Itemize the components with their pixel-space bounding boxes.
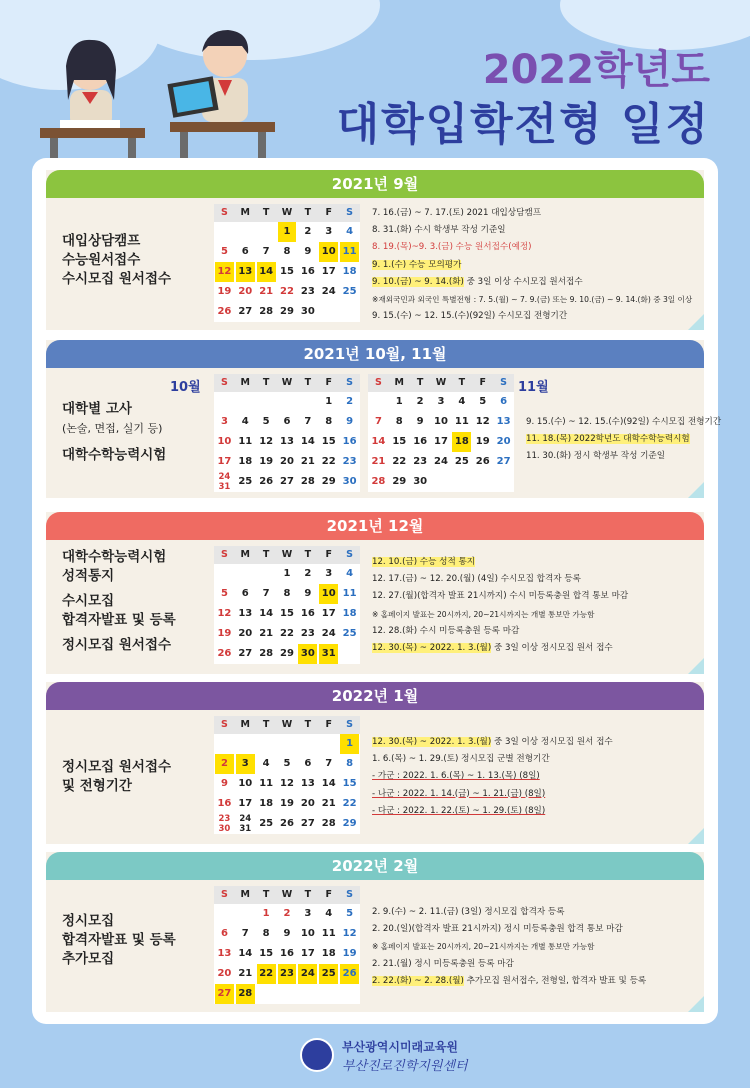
events-feb: 2. 9.(수) ~ 2. 11.(금) (3일) 정시모집 합격자 등록 2. 20.(일)(합격자 발표 21시까지) 정시 미등록충원 합격 통보 마감 ※ 홈페이지 발표는 20시까지, 20~21시까지는 개별 통보만 가능함 2. 21.(월) 정시 미등록충원 등록 마감 2. 22.(화) ~ 2. 28.(월) 추가모집 원서접수, 전형일, 합격자 발표 및 등록 bbox=[372, 907, 647, 986]
events-sep: 7. 16.(금) ~ 7. 17.(토) 2021 대입상담캠프 8. 31.(화) 수시 학생부 작성 기준일 8. 19.(목)~9. 3.(금) 수능 원서접수(예정) 9. 1.(수) 수능 모의평가 9. 10.(금) ~ 9. 14.(화) 중 3일 이상 수시모집 원서접수 ※재외국민과 외국인 특별전형 : 7. 5.(월) ~ 7. 9.(금) 또는 9. 10.(금) ~ 9. 14.(화) 중 3일 이상 9. 15.(수) ~ 12. 15.(수)(92일) 수시모집 전형기간 bbox=[372, 208, 693, 322]
section-dec bbox=[46, 512, 704, 674]
calendar-nov: S M T W T F S 1 2 3 4 5 6 7 8 9 10 11 12 13 14 15 16 17 18 19 20 21 22 23 24 25 26 27 28 29 30 bbox=[368, 374, 514, 492]
section-feb bbox=[46, 852, 704, 1012]
section-header: 2022년 2월 bbox=[46, 852, 704, 880]
calendar-feb: S M T W T F S 1 2 3 4 5 6 7 8 9 10 11 12 13 14 15 16 17 18 19 20 21 22 23 24 25 26 27 28 bbox=[214, 886, 360, 1004]
nov-tag: 11월 bbox=[518, 380, 549, 395]
header bbox=[0, 0, 750, 160]
section-labels: 대학수학능력시험 성적통지 수시모집 합격자발표 및 등록 정시모집 원서접수 bbox=[62, 549, 176, 653]
section-header: 2021년 9월 bbox=[46, 170, 704, 198]
corner-fold bbox=[688, 996, 704, 1012]
students-illustration bbox=[30, 10, 290, 160]
footer-subtitle: 부산진로진학지원센터 bbox=[342, 1059, 468, 1074]
section-header: 2022년 1월 bbox=[46, 682, 704, 710]
section-header: 2021년 10월, 11월 bbox=[46, 340, 704, 368]
calendar-jan: S M T W T F S 1 2 3 4 5 6 7 8 9 10 11 12 13 14 15 16 17 18 19 20 21 22 23 30 24 31 25 26 27 28 29 bbox=[214, 716, 360, 834]
corner-fold bbox=[688, 828, 704, 844]
title-main: 대학입학전형 일정 bbox=[336, 99, 710, 150]
section-labels: 정시모집 원서접수 및 전형기간 bbox=[62, 759, 172, 794]
footer bbox=[0, 1030, 750, 1088]
events-octnov: 9. 15.(수) ~ 12. 15.(수)(92일) 수시모집 전형기간 11. 18.(목) 2022학년도 대학수학능력시험 11. 30.(화) 정시 학생부 작성 기준일 bbox=[526, 417, 722, 462]
corner-fold bbox=[688, 658, 704, 674]
title-year: 2022학년도 bbox=[482, 47, 710, 93]
corner-fold bbox=[688, 482, 704, 498]
section-jan bbox=[46, 682, 704, 844]
section-octnov bbox=[46, 340, 722, 498]
corner-fold bbox=[688, 314, 704, 330]
calendar-sep: S M T W T F S 1 2 3 4 5 6 7 8 9 10 11 12 13 14 15 16 17 18 19 20 21 22 23 24 25 26 27 28 29 30 bbox=[214, 204, 360, 322]
section-labels: 대입상담캠프 수능원서접수 수시모집 원서접수 bbox=[62, 233, 172, 287]
events-jan: 12. 30.(목) ~ 2022. 1. 3.(월) 중 3일 이상 정시모집 원서 접수 1. 6.(목) ~ 1. 29.(토) 정시모집 군별 전형기간 - 가군 : 2022. 1. 6.(목) ~ 1. 13.(목) (8일) - 나군 : 2022. 1. 14.(금) ~ 1. 21.(금) (8일) - 다군 : 2022. 1. 22.(토) ~ 1. 29.(토) (8일) bbox=[372, 737, 613, 816]
footer-name: 부산광역시미래교육원 bbox=[342, 1040, 458, 1054]
section-labels: 정시모집 합격자발표 및 등록 추가모집 bbox=[62, 913, 176, 967]
section-header: 2021년 12월 bbox=[46, 512, 704, 540]
oct-tag: 10월 bbox=[170, 380, 201, 395]
calendar-oct: S M T W T F S 1 2 3 4 5 6 7 8 9 10 11 12 13 14 15 16 17 18 19 20 21 22 23 24 31 25 26 27 28 29 30 bbox=[214, 374, 360, 492]
events-dec: 12. 10.(금) 수능 성적 통지 12. 17.(금) ~ 12. 20.(월) (4일) 수시모집 합격자 등록 12. 27.(월)(합격자 발표 21시까지) 수시 미등록충원 합격 통보 마감 ※ 홈페이지 발표는 20시까지, 20~21시까지는 개별 통보만 가능함 12. 28.(화) 수시 미등록충원 등록 마감 12. 30.(목) ~ 2022. 1. 3.(월) 중 3일 이상 정시모집 원서 접수 bbox=[372, 557, 629, 654]
section-labels: 대학별 고사 (논술, 면접, 실기 등) 대학수학능력시험 bbox=[62, 401, 167, 463]
calendar-dec: S M T W T F S 1 2 3 4 5 6 7 8 9 10 11 12 13 14 15 16 17 18 19 20 21 22 23 24 25 26 27 28 29 30 31 bbox=[214, 546, 360, 664]
institution-logo-icon bbox=[300, 1038, 334, 1072]
section-sep bbox=[46, 170, 704, 330]
